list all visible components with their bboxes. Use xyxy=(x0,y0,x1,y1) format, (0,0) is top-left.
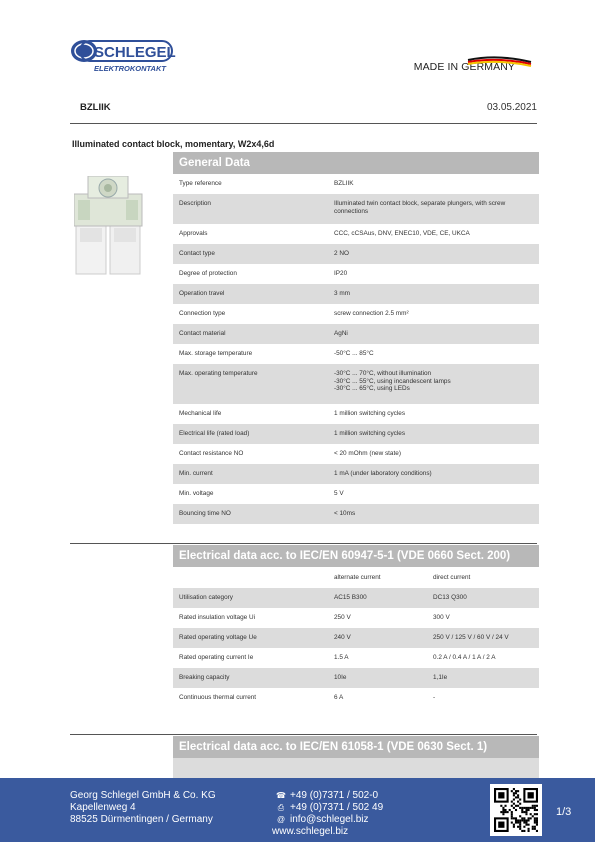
page-number: 1/3 xyxy=(556,806,572,818)
general-row-value: 2 NO xyxy=(334,250,349,257)
footer-phone[interactable]: +49 (0)7371 / 502-0 xyxy=(290,790,379,801)
electrical-row-dc: 1,1Ie xyxy=(433,674,448,681)
electrical-row xyxy=(173,688,539,708)
electrical-row-dc: 250 V / 125 V / 60 V / 24 V xyxy=(433,634,509,641)
electrical-data-iec60947-heading: Electrical data acc. to IEC/EN 60947-5-1 (VDE 0660 Sect. 200) xyxy=(173,545,539,567)
footer-street: Kapellenweg 4 xyxy=(70,802,136,813)
general-row xyxy=(173,344,539,364)
general-row-label: Min. current xyxy=(179,470,213,477)
electrical-row-ac: 6 A xyxy=(334,694,344,701)
footer xyxy=(0,778,595,842)
general-data-table xyxy=(173,174,539,524)
general-row-label: Contact resistance NO xyxy=(179,450,244,457)
electrical-data-iec61058-heading: Electrical data acc. to IEC/EN 61058-1 (VDE 0630 Sect. 1) xyxy=(173,736,539,758)
email-icon: @ xyxy=(276,815,286,824)
general-row-value: -50°C ... 85°C xyxy=(334,350,374,357)
general-row-value: 5 V xyxy=(334,490,344,497)
electrical-data-iec61058-body xyxy=(173,758,539,778)
general-row-label: Mechanical life xyxy=(179,410,222,417)
electrical-row-label: Breaking capacity xyxy=(179,674,230,681)
general-row xyxy=(173,224,539,244)
general-row-value: 1 mA (under laboratory conditions) xyxy=(334,470,432,477)
general-row-value: IP20 xyxy=(334,270,348,277)
footer-email[interactable]: info@schlegel.biz xyxy=(290,814,369,825)
electrical-row-ac: AC15 B300 xyxy=(334,594,367,601)
germany-flag-icon xyxy=(463,56,533,70)
general-row-label: Min. voltage xyxy=(179,490,214,497)
general-row-label: Type reference xyxy=(179,180,222,187)
schlegel-logo xyxy=(70,38,180,74)
electrical-row xyxy=(173,608,539,628)
general-row-value: Illuminated twin contact block, separate plungers, with screw connections xyxy=(334,200,506,215)
made-in-germany: MADE IN GERMANY xyxy=(413,61,515,73)
general-row xyxy=(173,364,539,404)
electrical-row-dc: DC13 Q300 xyxy=(433,594,467,601)
electrical-row-label: Utilisation category xyxy=(179,594,233,601)
general-row xyxy=(173,424,539,444)
general-row xyxy=(173,324,539,344)
document-title: Illuminated contact block, momentary, W2x4,6d xyxy=(72,139,275,149)
product-image xyxy=(74,176,144,276)
general-row xyxy=(173,444,539,464)
electrical-row xyxy=(173,588,539,608)
document-date: 03.05.2021 xyxy=(486,102,537,113)
general-data-heading: General Data xyxy=(173,152,539,174)
general-row-label: Approvals xyxy=(179,230,208,237)
electrical-row xyxy=(173,668,539,688)
general-row-label: Operation travel xyxy=(179,290,225,297)
electrical-row xyxy=(173,628,539,648)
general-row xyxy=(173,264,539,284)
general-row-label: Connection type xyxy=(179,310,226,317)
general-row-label: Max. storage temperature xyxy=(179,350,253,357)
general-row-value: -30°C ... 70°C, without illumination -30°C ... 55°C, using incandescent lamps -30°C ... 65°C, using LEDs xyxy=(334,370,451,393)
electrical-row xyxy=(173,648,539,668)
general-row xyxy=(173,174,539,194)
electrical-row-dc: - xyxy=(433,694,436,701)
electrical-data-iec60947-table xyxy=(173,568,539,708)
general-row-label: Contact type xyxy=(179,250,215,257)
general-row xyxy=(173,304,539,324)
electrical-row-dc: 300 V xyxy=(433,614,450,621)
general-row xyxy=(173,504,539,524)
svg-text:SCHLEGEL: SCHLEGEL xyxy=(94,44,176,61)
col-alternate-current: alternate current xyxy=(334,574,381,581)
section-divider-2 xyxy=(70,734,537,735)
general-row-value: 1 million switching cycles xyxy=(334,410,406,417)
footer-address xyxy=(70,790,216,826)
electrical-row-ac: 1.5 A xyxy=(334,654,349,661)
fax-icon: ⎙ xyxy=(277,803,285,812)
general-row-label: Electrical life (rated load) xyxy=(179,430,250,437)
footer-city: 88525 Dürmentingen / Germany xyxy=(70,814,213,825)
general-row xyxy=(173,404,539,424)
general-row xyxy=(173,284,539,304)
general-row xyxy=(173,464,539,484)
col-direct-current: direct current xyxy=(433,574,471,581)
general-row-value: AgNi xyxy=(334,330,348,337)
general-row-label: Degree of protection xyxy=(179,270,237,277)
electrical-row-label: Continuous thermal current xyxy=(179,694,257,701)
electrical-row-ac: 250 V xyxy=(334,614,351,621)
general-row-value: 1 million switching cycles xyxy=(334,430,406,437)
footer-contact xyxy=(272,790,383,838)
electrical-row-dc: 0.2 A / 0.4 A / 1 A / 2 A xyxy=(433,654,496,661)
electrical-row-ac: 10Ie xyxy=(334,674,347,681)
electrical-row-label: Rated insulation voltage Ui xyxy=(179,614,256,621)
section-divider-1 xyxy=(70,543,537,544)
product-code: BZLIIK xyxy=(80,102,111,113)
footer-company: Georg Schlegel GmbH & Co. KG xyxy=(70,790,216,801)
electrical-column-header-row xyxy=(173,568,539,588)
general-row-value: < 10ms xyxy=(334,510,356,517)
electrical-row-label: Rated operating voltage Ue xyxy=(179,634,257,641)
general-row-label: Contact material xyxy=(179,330,226,337)
general-row xyxy=(173,484,539,504)
phone-icon: ☎ xyxy=(276,791,286,800)
general-row-label: Bouncing time NO xyxy=(179,510,231,517)
footer-fax: +49 (0)7371 / 502 49 xyxy=(290,802,384,813)
footer-web[interactable]: www.schlegel.biz xyxy=(272,826,349,837)
general-row-value: 3 mm xyxy=(334,290,350,297)
general-row-label: Max. operating temperature xyxy=(179,370,258,377)
svg-text:ELEKTROKONTAKT: ELEKTROKONTAKT xyxy=(94,64,166,73)
general-row-value: CCC, cCSAus, DNV, ENEC10, VDE, CE, UKCA xyxy=(334,230,470,237)
qr-code-icon[interactable] xyxy=(490,784,542,836)
general-row-label: Description xyxy=(179,200,211,207)
electrical-row-ac: 240 V xyxy=(334,634,351,641)
general-row-value: < 20 mOhm (new state) xyxy=(334,450,401,457)
general-row xyxy=(173,244,539,264)
general-row-value: screw connection 2.5 mm² xyxy=(334,310,409,317)
general-row-value: BZLIIK xyxy=(334,180,354,187)
header-divider xyxy=(70,123,537,124)
electrical-row-label: Rated operating current Ie xyxy=(179,654,254,661)
general-row xyxy=(173,194,539,224)
